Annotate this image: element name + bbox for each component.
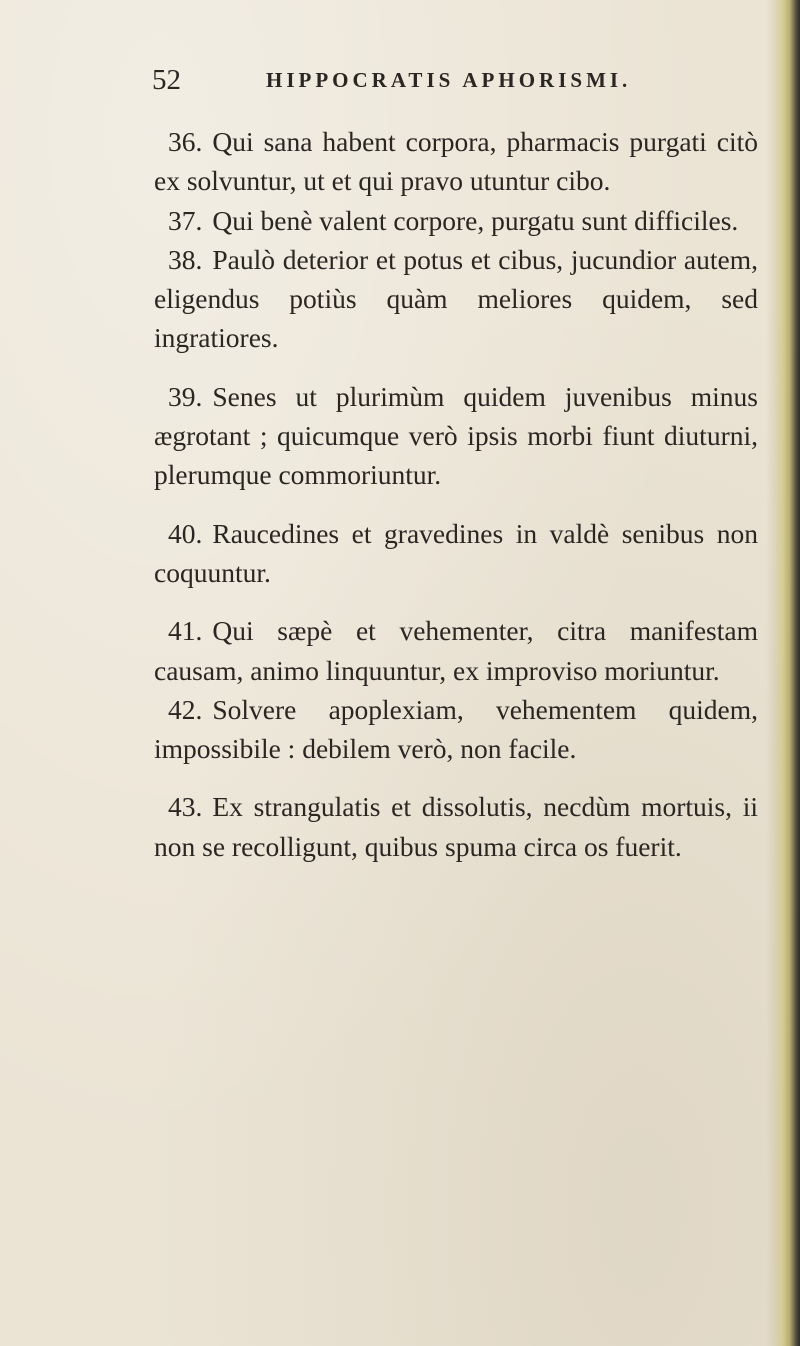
aphorism-43	[154, 787, 758, 866]
aphorism-text: Senes ut plurimùm quidem juvenibus minus ægrotant ; quicumque verò ipsis morbi fiunt diuturni, plerumque commoriuntur.	[154, 380, 758, 491]
aphorism-36	[154, 122, 758, 201]
aphorism-number: 38.	[168, 243, 203, 275]
aphorism-39	[154, 377, 758, 495]
aphorism-37	[154, 201, 758, 240]
aphorism-number: 43.	[168, 791, 203, 823]
aphorism-text: Ex strangulatis et dissolutis, necdùm mortuis, ii non se recolligunt, quibus spuma circa os fuerit.	[154, 791, 758, 862]
aphorisms-text	[154, 122, 758, 866]
aphorism-number: 37.	[168, 204, 203, 236]
running-head	[152, 64, 672, 98]
aphorism-number: 39.	[168, 380, 203, 412]
aphorism-text: Raucedines et gravedines in valdè senibus non coquuntur.	[154, 517, 758, 588]
page-number: 52	[152, 64, 181, 96]
aphorism-text: Solvere apoplexiam, vehementem quidem, impossibile : debilem verò, non facile.	[154, 693, 758, 765]
aphorism-number: 36.	[168, 126, 203, 157]
running-title: HIPPOCRATIS APHORISMI.	[266, 68, 632, 92]
aphorism-number: 42.	[168, 693, 203, 725]
aphorism-text: Qui sana habent corpora, pharmacis purgati citò ex solvuntur, ut et qui pravo utuntur cibo.	[154, 126, 758, 197]
aphorism-38	[154, 240, 758, 358]
aphorism-number: 41.	[168, 615, 203, 647]
aphorism-number: 40.	[168, 517, 203, 549]
aphorism-41	[154, 611, 758, 690]
page-gutter-edge	[766, 0, 800, 1346]
aphorism-text: Qui benè valent corpore, purgatu sunt difficiles.	[212, 204, 739, 236]
aphorism-40	[154, 514, 758, 593]
aphorism-42	[154, 690, 758, 769]
aphorism-text: Qui sæpè et vehementer, citra manifestam causam, animo linquuntur, ex improviso moriuntur.	[154, 615, 758, 686]
aphorism-text: Paulò deterior et potus et cibus, jucundior autem, eligendus potiùs quàm meliores quidem, sed ingratiores.	[154, 243, 758, 354]
